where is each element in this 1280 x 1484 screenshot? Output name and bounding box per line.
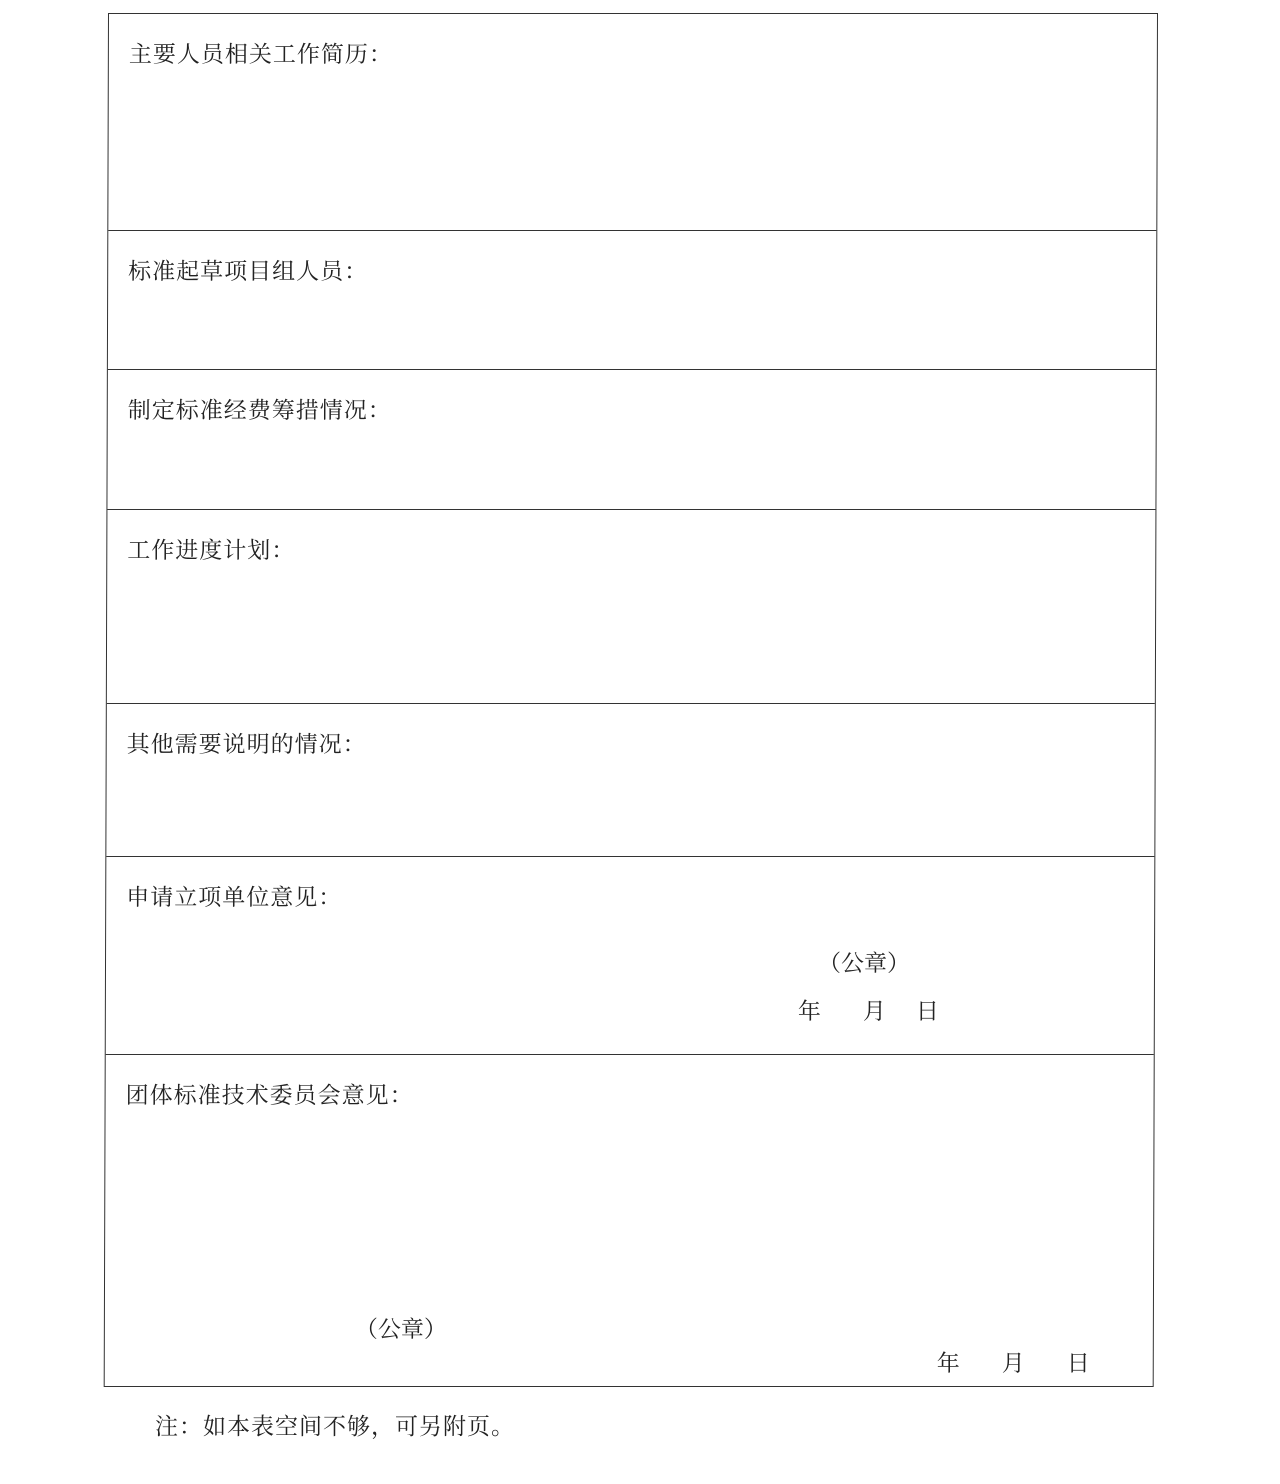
section-funding xyxy=(107,369,1155,509)
date-day: 日 xyxy=(915,999,939,1025)
section-label: 团体标准技术委员会意见： xyxy=(125,1083,414,1109)
date-placeholder xyxy=(937,1345,1090,1378)
section-label: 主要人员相关工作简历： xyxy=(128,42,393,68)
date-year: 年 xyxy=(797,999,821,1025)
date-year: 年 xyxy=(936,1351,960,1377)
section-applicant-opinion xyxy=(106,856,1155,1054)
section-label: 制定标准经费筹措情况： xyxy=(127,398,392,424)
section-label: 标准起草项目组人员： xyxy=(128,259,369,285)
date-month: 月 xyxy=(1001,1351,1025,1377)
section-committee-opinion xyxy=(105,1054,1154,1388)
section-label: 其他需要说明的情况： xyxy=(126,732,367,758)
application-form-table xyxy=(104,13,1158,1387)
section-label: 申请立项单位意见： xyxy=(126,885,343,911)
date-month: 月 xyxy=(862,999,886,1025)
section-schedule xyxy=(107,509,1156,703)
section-staff-resume xyxy=(108,14,1157,230)
section-label: 工作进度计划： xyxy=(127,538,296,564)
footnote: 注：如本表空间不够，可另附页。 xyxy=(155,1414,515,1440)
stamp-placeholder: （公章） xyxy=(354,1317,447,1343)
date-placeholder xyxy=(798,993,939,1026)
section-drafting-team xyxy=(108,230,1156,369)
stamp-placeholder: （公章） xyxy=(817,951,911,977)
date-day: 日 xyxy=(1066,1351,1090,1377)
section-other-notes xyxy=(106,703,1154,856)
